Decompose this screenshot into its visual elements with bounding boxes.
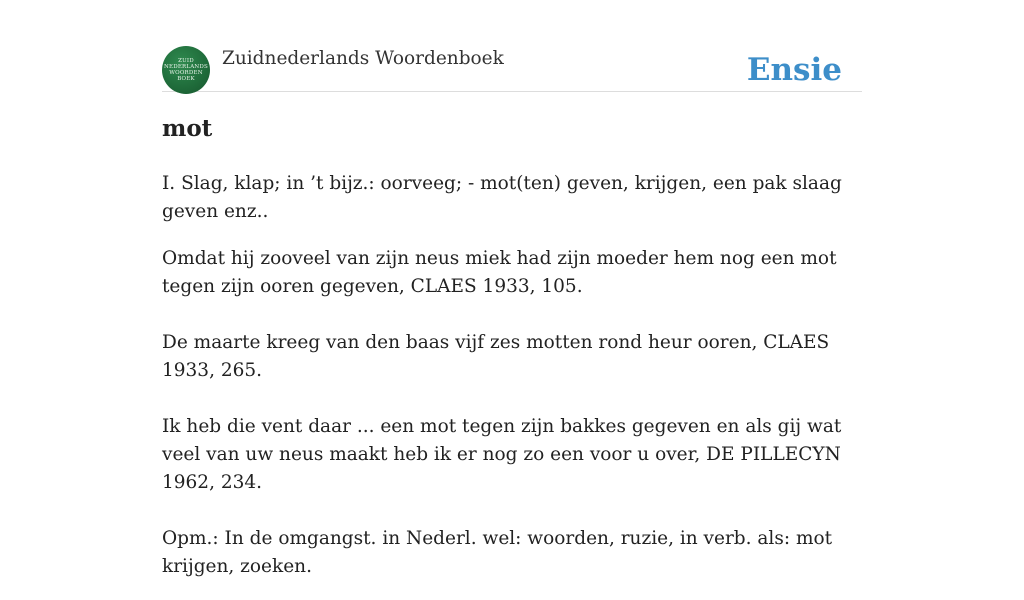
logo-line: NEDERLANDS (163, 64, 208, 70)
entry-example: De maarte kreeg van den baas vijf zes motten rond heur ooren, CLAES 1933, 265. (162, 332, 830, 381)
entry-example: Ik heb die vent daar ... een mot tegen zijn bakkes gegeven en als gij wat veel van uw neus maakt heb ik er nog zo een voor u over, DE PILLECYN 1962, 234. (162, 416, 842, 493)
entry-remark: Opm.: In de omgangst. in Nederl. wel: woorden, ruzie, in verb. als: mot krijgen, zoeken. (162, 528, 833, 577)
source-title-link[interactable]: Zuidnederlands Woordenboek (222, 48, 504, 69)
entry-definition: I. Slag, klap; in ’t bijz.: oorveeg; - mot(ten) geven, krijgen, een pak slaag geven enz.. (162, 173, 842, 222)
logo-line: ZUID (178, 58, 194, 64)
logo-line: WOORDEN (169, 70, 203, 76)
entry-example: Omdat hij zooveel van zijn neus miek had zijn moeder hem nog een mot tegen zijn ooren gegeven, CLAES 1933, 105. (162, 248, 837, 297)
dictionary-logo[interactable] (162, 46, 210, 94)
entry-headword: mot (162, 115, 213, 142)
page-header (162, 44, 862, 92)
ensie-brand-link[interactable]: Ensie (746, 52, 842, 88)
logo-line: BOEK (177, 76, 195, 82)
entry-content (162, 112, 862, 600)
